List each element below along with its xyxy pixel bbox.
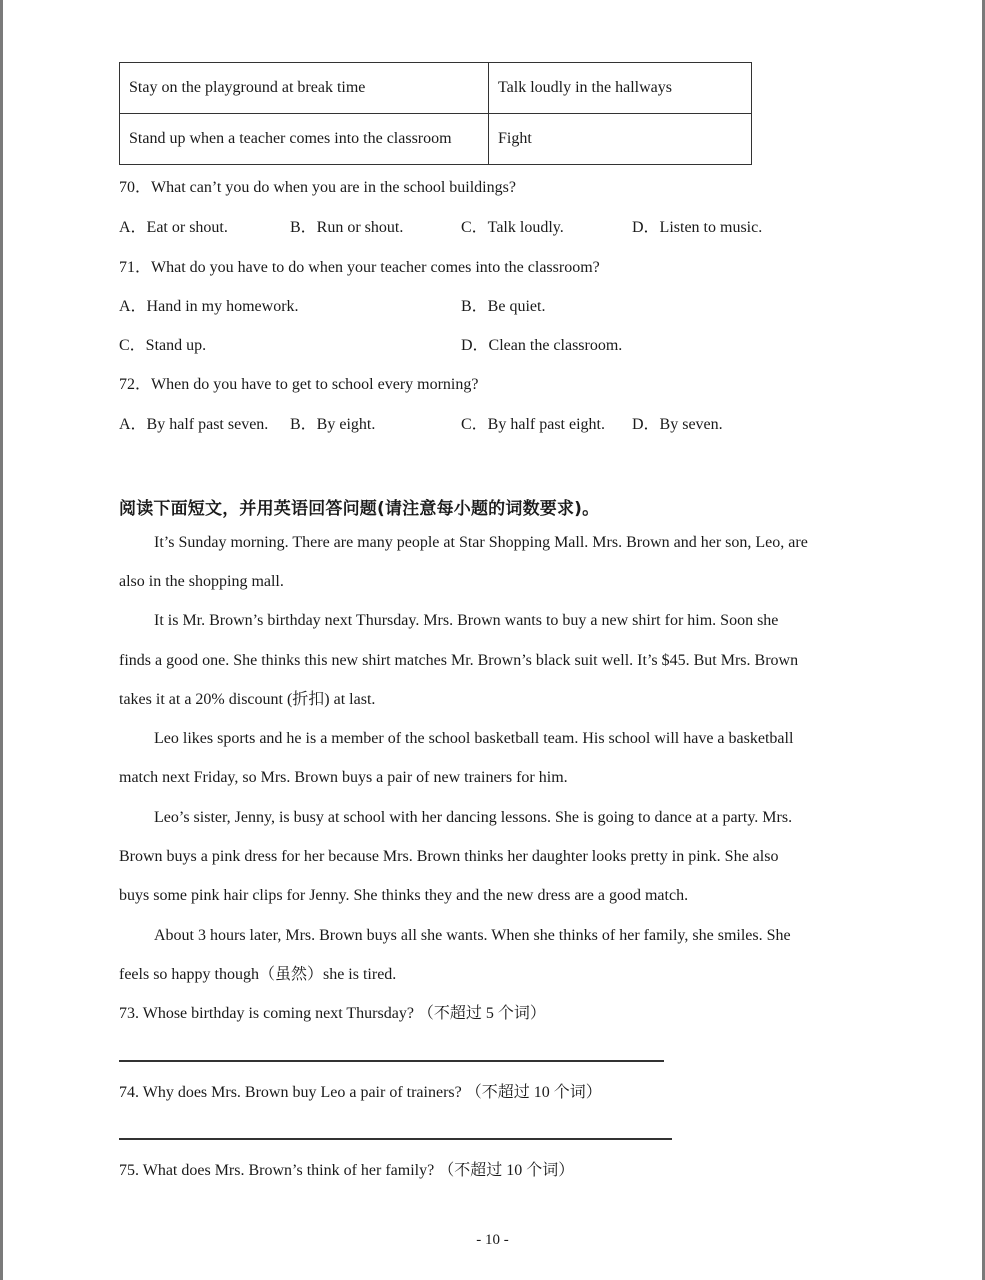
table-cell: Stay on the playground at break time [120,63,489,114]
question-71: 71．What do you have to do when your teacher comes into the classroom? [119,259,600,276]
q71-option-c: C．Stand up. [119,337,207,354]
page-number: - 10 - [476,1232,509,1248]
q72-option-a: A．By half past seven. [119,416,269,433]
q71-option-b: B．Be quiet. [461,298,546,315]
question-75: 75. What does Mrs. Brown’s think of her family? （不超过 10 个词） [119,1162,575,1179]
answer-line-74[interactable] [119,1138,672,1140]
passage-line: It is Mr. Brown’s birthday next Thursday. Mrs. Brown wants to buy a new shirt for him. Soon she [154,612,779,629]
q70-option-d: D．Listen to music. [632,219,763,236]
q71-option-d: D．Clean the classroom. [461,337,623,354]
q70-option-b: B．Run or shout. [290,219,404,236]
passage-line: It’s Sunday morning. There are many people at Star Shopping Mall. Mrs. Brown and her son, Leo, are [154,534,808,551]
passage-line: Brown buys a pink dress for her because Mrs. Brown thinks her daughter looks pretty in pink. She also [119,848,779,865]
school-rules-table [119,62,752,165]
q70-option-c: C．Talk loudly. [461,219,564,236]
passage-line: feels so happy though（虽然）she is tired. [119,966,397,983]
q71-option-a: A．Hand in my homework. [119,298,299,315]
passage-line: match next Friday, so Mrs. Brown buys a pair of new trainers for him. [119,769,568,786]
answer-line-73[interactable] [119,1060,664,1062]
passage-line: takes it at a 20% discount (折扣) at last. [119,691,376,708]
page-left-edge [0,0,3,1280]
question-72: 72．When do you have to get to school every morning? [119,376,479,393]
q72-option-b: B．By eight. [290,416,376,433]
passage-line: buys some pink hair clips for Jenny. She thinks they and the new dress are a good match. [119,887,689,904]
passage-line: Leo likes sports and he is a member of the school basketball team. His school will have a basketball [154,730,794,747]
passage-line: Leo’s sister, Jenny, is busy at school with her dancing lessons. She is going to dance at a party. Mrs. [154,809,793,826]
question-74: 74. Why does Mrs. Brown buy Leo a pair of trainers? （不超过 10 个词） [119,1084,602,1101]
passage-line: About 3 hours later, Mrs. Brown buys all she wants. When she thinks of her family, she smiles. She [154,927,791,944]
table-cell: Talk loudly in the hallways [489,63,752,114]
q70-option-a: A．Eat or shout. [119,219,228,236]
section-heading: 阅读下面短文，并用英语回答问题(请注意每小题的词数要求)。 [119,499,600,519]
passage-line: also in the shopping mall. [119,573,284,590]
table-row [120,114,752,165]
table-row [120,63,752,114]
table-cell: Stand up when a teacher comes into the classroom [120,114,489,165]
question-70: 70．What can’t you do when you are in the school buildings? [119,179,516,196]
q72-option-d: D．By seven. [632,416,723,433]
question-73: 73. Whose birthday is coming next Thursday? （不超过 5 个词） [119,1005,546,1022]
table-cell: Fight [489,114,752,165]
passage-line: finds a good one. She thinks this new shirt matches Mr. Brown’s black suit well. It’s $45. But Mrs. Brown [119,652,799,669]
q72-option-c: C．By half past eight. [461,416,605,433]
